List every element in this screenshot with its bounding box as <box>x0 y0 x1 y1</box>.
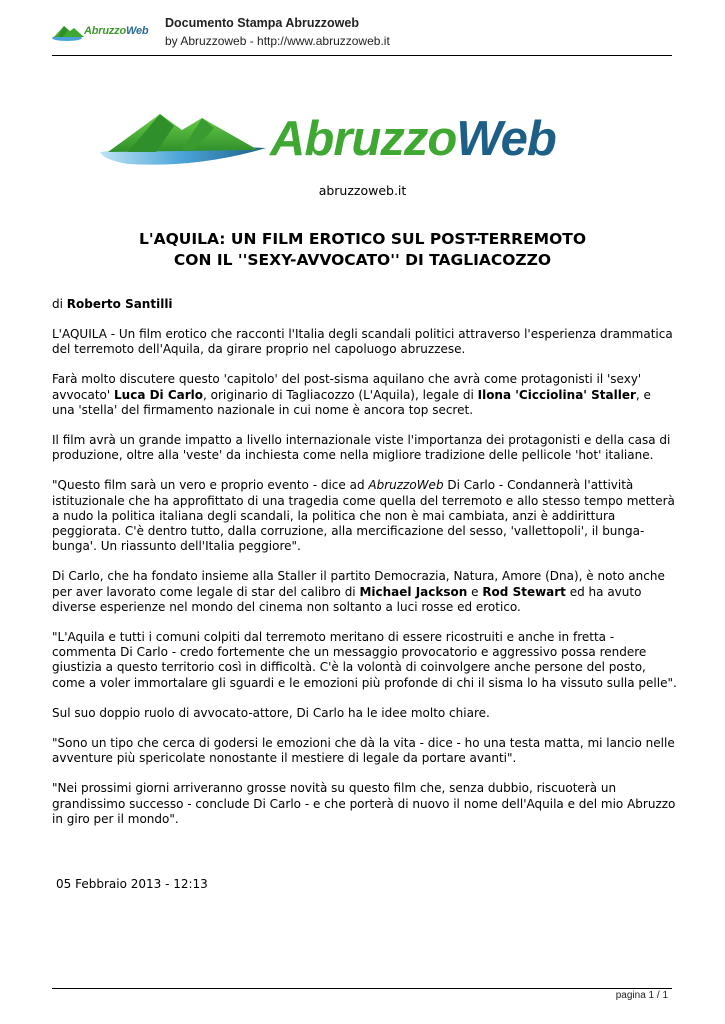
paragraph-2-text-1: Farà molto discutere questo 'capitolo' del post-sisma aquilano che avrà come protagonisti il 'sexy' avvocato' <box>52 372 642 402</box>
article-author <box>52 297 173 311</box>
paragraph-8: "Sono un tipo che cerca di godersi le emozioni che dà la vita - dice - ho una testa matta, mi lancio nelle avventure più spericolate nonostante il mestiere di legale da portare avanti". <box>52 736 675 766</box>
article-body <box>52 327 677 842</box>
paragraph-5 <box>52 569 677 615</box>
paragraph-7: Sul suo doppio ruolo di avvocato-attore, Di Carlo ha le idee molto chiare. <box>52 705 490 720</box>
abruzzoweb-logo-small <box>52 22 154 46</box>
paragraph-3: Il film avrà un grande impatto a livello internazionale viste l'importanza dei protagonisti e della casa di produzione, oltre alla 'veste' da inchiesta come nella migliore tradizione delle pellicole 'hot' italiane. <box>52 433 671 463</box>
site-caption: abruzzoweb.it <box>318 183 407 198</box>
article-title <box>60 229 665 271</box>
footer-divider <box>52 988 672 989</box>
paragraph-4-text-1: "Questo film sarà un vero e proprio evento - dice ad <box>52 478 369 493</box>
name-luca-di-carlo: Luca Di Carlo <box>114 387 204 402</box>
paragraph-1: L'AQUILA - Un film erotico che racconti l'Italia degli scandali politici attraverso l'esperienza drammatica del terremoto dell'Aquila, da girare proprio nel capoluogo abruzzese. <box>52 327 673 357</box>
paragraph-5-text-1: Di Carlo, che ha fondato insieme alla Staller il partito Democrazia, Natura, Amore (Dna), è noto anche per aver lavorato come legale di star del calibro di <box>52 569 665 599</box>
author-prefix: di <box>52 297 63 311</box>
header-divider <box>52 55 672 56</box>
article-title-line-2: CON IL ''SEXY-AVVOCATO'' DI TAGLIACOZZO <box>173 251 552 269</box>
name-rod-stewart: Rod Stewart <box>482 584 566 599</box>
name-michael-jackson: Michael Jackson <box>359 584 468 599</box>
paragraph-4-text-2: Di Carlo - Condannerà l'attività istituzionale che ha approfittato di una tragedia come quella del terremoto e allo stesso tempo metterà a nudo la politica italiana degli scandali, la politica che non è mai cambiata, anzi è addirittura peggiorata. C'è dentro tutto, dalla corruzione, alla mercificazione del sesso, 'vallettopoli', il bunga-bunga'. Un riassunto dell'Italia peggiore". <box>52 478 675 554</box>
large-logo-text <box>270 110 556 168</box>
author-name: Roberto Santilli <box>66 297 173 311</box>
article-title-line-1: L'AQUILA: UN FILM EROTICO SUL POST-TERREMOTO <box>138 230 587 248</box>
paragraph-6: "L'Aquila e tutti i comuni colpiti dal terremoto meritano di essere ricostruiti e anche in fretta - commenta Di Carlo - credo fortemente che un messaggio provocatorio e aggressivo possa rendere giustizia a questo territorio così in difficoltà. C'è la volontà di coinvolgere anche persone del posto, come a voler immortalare gli sguardi e le emozioni più profonde di chi il sisma lo ha vissuto sulla pelle". <box>52 630 677 690</box>
document-header <box>52 14 672 56</box>
paragraph-2 <box>52 372 677 418</box>
large-logo-text-a: Abruzzo <box>270 112 457 166</box>
article-date: 05 Febbraio 2013 - 12:13 <box>56 877 208 891</box>
paragraph-5-text-2: e <box>467 584 483 599</box>
large-logo-text-b: Web <box>456 112 556 166</box>
name-ilona-staller: Ilona 'Cicciolina' Staller <box>477 387 636 402</box>
abruzzoweb-logo-icon <box>52 22 86 44</box>
paragraph-5-text-3: ed ha avuto diverse esperienze nel mondo del cinema non soltanto a luci rosse ed erotico. <box>52 584 642 614</box>
document-title: Documento Stampa Abruzzoweb <box>165 16 359 30</box>
paragraph-2-text-2: , originario di Tagliacozzo (L'Aquila), legale di <box>203 387 478 402</box>
paragraph-9: "Nei prossimi giorni arriveranno grosse novità su questo film che, senza dubbio, riscuoterà un grandissimo successo - conclude Di Carlo - e che porterà di nuovo il nome dell'Aquila e del mio Abruzzo in giro per il mondo". <box>52 781 676 826</box>
paragraph-2-text-3: , e una 'stella' del firmamento nazionale in cui nome è ancora top secret. <box>52 387 651 417</box>
page-number: pagina 1 / 1 <box>615 990 668 1001</box>
small-logo-text-b: Web <box>125 25 149 37</box>
small-logo-text <box>84 25 148 37</box>
abruzzoweb-logo-large <box>98 108 603 170</box>
document-byline: by Abruzzoweb - http://www.abruzzoweb.it <box>165 34 390 48</box>
abruzzoweb-italic: AbruzzoWeb <box>368 478 444 493</box>
abruzzoweb-mountain-icon <box>98 108 273 170</box>
paragraph-4 <box>52 478 677 554</box>
small-logo-text-a: Abruzzo <box>84 25 126 37</box>
